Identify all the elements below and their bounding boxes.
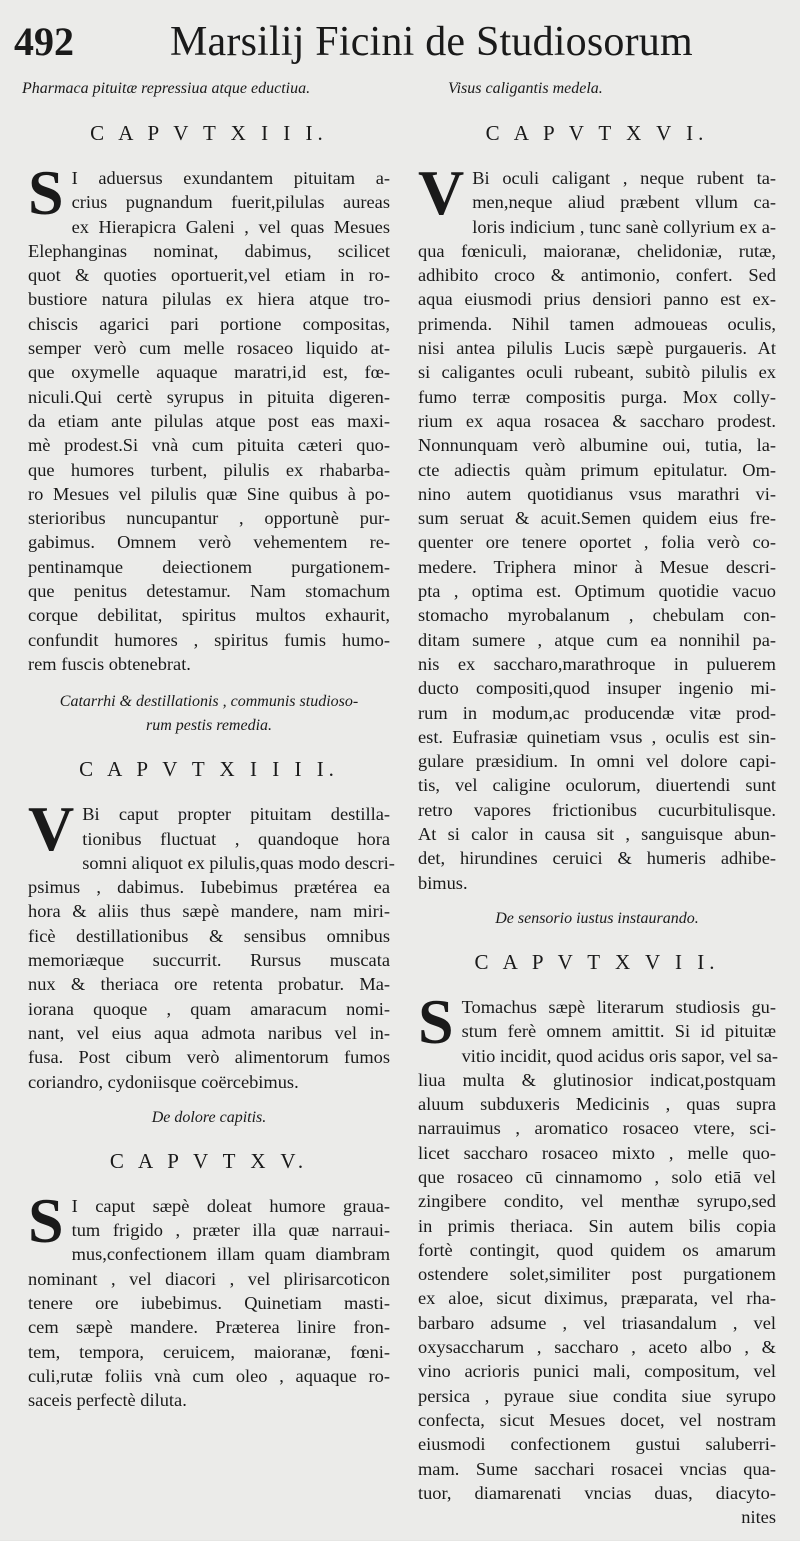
text-line: gabimus. Omnem verò vehementem re- xyxy=(28,532,390,553)
text-line: tem, tempora, ceruicem, maioranæ, fœni- xyxy=(28,1341,390,1362)
text-line: Elephanginas nominat, dabimus, scilicet xyxy=(28,240,390,261)
rubric-chapter-14 xyxy=(28,690,390,738)
text-line: nisi antea pilulis Lucis sæpè purgaueris. At xyxy=(418,338,776,359)
rubric-line: rum pestis remedia. xyxy=(145,717,273,735)
text-line: Tomachus sæpè literarum studiosis gu- xyxy=(461,996,776,1017)
text-line: est. Eufrasiæ quinetiam vsus , oculis est sin- xyxy=(418,726,776,747)
text-line: vino acrioris punici mali, compositum, vel xyxy=(418,1361,776,1382)
text-line: mè prodest.Si vnà cum pituita cæteri quo- xyxy=(28,435,390,456)
text-line: det, hirundines ceruici & humeris adhibe- xyxy=(418,848,776,869)
left-column xyxy=(28,110,395,1424)
text-line: stomacho myrobalanum , chebulam con- xyxy=(418,605,776,626)
text-line: ditam sumere , atque cum ea nonnihil pa- xyxy=(418,629,776,650)
text-line: adhibito croco & antimonio, confert. Sed xyxy=(418,265,776,286)
text-line: retro vapores frictionibus cucurbitulisque. xyxy=(418,799,776,820)
text-line: ro Mesues vel pilulis quæ Sine quibus à po- xyxy=(28,483,390,504)
text-line: stum ferè omnem amittit. Si id pituitæ xyxy=(461,1021,776,1042)
catchword: nites xyxy=(741,1507,776,1528)
text-line: tuor, diamarenati vncias duas, diacyto- xyxy=(418,1482,776,1503)
text-line: nino autem quotidianus vsus marathri vi- xyxy=(418,483,776,504)
text-line: aluum subduxeris Medicinis , quas supra xyxy=(418,1094,776,1115)
dropcap: S xyxy=(28,157,64,228)
text-line: coriandro, cydoniisque coërcebimus. xyxy=(28,1071,299,1092)
text-line: primenda. Nihil tamen admoueas oculis, xyxy=(418,313,776,334)
text-line: confundit humores , spiritus fumis humo- xyxy=(28,629,390,650)
text-line: que penitus detestamur. Nam stomachum xyxy=(28,581,390,602)
text-line: ostendere solet,similiter post purgationem xyxy=(418,1264,776,1285)
text-line: eiusmodi confectionem gustui saluberri- xyxy=(418,1434,776,1455)
text-line: bustiore natura pilulas ex hiera atque tro- xyxy=(28,289,390,310)
text-line: da etiam ante pilulas atque post eas maxi- xyxy=(28,410,390,431)
text-line: Nonnunquam verò albumine oui, tutia, la- xyxy=(418,435,776,456)
page-number: 492 xyxy=(14,19,74,64)
text-line: liua multa & glutinosior indicat,postquam xyxy=(418,1069,776,1090)
text-line: sum seruat & acuit.Semen quidem eius fre- xyxy=(418,508,776,529)
text-line: loris indicium , tunc sanè collyrium ex a- xyxy=(472,216,776,237)
text-line: fusa. Post cibum verò alimentorum fumos xyxy=(28,1047,390,1068)
text-line: gulare præsidium. In omni vel dolore capi- xyxy=(418,751,776,772)
text-line: rem fuscis obtenebrat. xyxy=(28,653,191,674)
chapter-heading-14: C A P V T X I I I I. xyxy=(79,757,339,782)
text-line: mus,confectionem illam quam diambram xyxy=(71,1244,390,1265)
text-line: pta , optima est. Optimum quotidie vacuo xyxy=(418,581,776,602)
text-line: aqua eiusmodi prius densiori panno est ex- xyxy=(418,289,776,310)
running-title: Marsilij Ficini de Studiosorum xyxy=(170,19,693,65)
rubric-chapter-17: De sensorio iustus instaurando. xyxy=(495,909,699,927)
text-line: oxysaccharum , saccharo , aceto albo , & xyxy=(418,1337,776,1358)
text-line: nis ex saccharo,marathroque in puluerem xyxy=(418,653,776,674)
text-line: ficè destillationibus & sensibus omnibus xyxy=(28,925,390,946)
text-line: si caligantes oculi rubeant, subitò pilulis ex xyxy=(418,362,776,383)
dropcap: V xyxy=(418,157,465,228)
text-line: nux & theriaca ore retenta probatur. Ma- xyxy=(28,974,390,995)
chapter-16-text xyxy=(418,157,776,895)
chapter-heading-17: C A P V T X V I I. xyxy=(474,949,720,974)
chapter-17-text xyxy=(418,985,779,1530)
text-line: At si calor in causa sit , sanguisque abun- xyxy=(418,824,776,845)
text-line: zingibere condito, vel menthæ syrupo,sed xyxy=(418,1191,776,1212)
text-line: quot & quoties oportuerit,vel etiam in ro- xyxy=(28,265,390,286)
text-line: bimus. xyxy=(418,872,468,893)
text-line: niculi.Qui certè syrupus in pituita digeren- xyxy=(28,386,390,407)
rubric-chapter-15: De dolore capitis. xyxy=(151,1108,267,1126)
rubric-line: Catarrhi & destillationis , communis studioso- xyxy=(59,693,359,711)
text-line: memoriæque succurrit. Rursus muscata xyxy=(28,950,390,971)
text-line: tionibus fluctuat , quandoque hora xyxy=(82,828,390,849)
text-line: que rosaceo cū cinnamomo , solo etiā vel xyxy=(418,1166,776,1187)
text-line: crius pugnandum fuerit,pilulas aureas xyxy=(71,192,390,213)
chapter-14-text xyxy=(28,793,395,1094)
text-line: mam. Sume sacchari rosacei vncias qua- xyxy=(418,1458,776,1479)
text-line: tis, vel caligine oculorum, diuertendi sunt xyxy=(418,775,776,796)
text-line: rum in modum,ac producendæ vitæ prod- xyxy=(418,702,776,723)
text-line: semper verò cum melle rosaceo liquido at- xyxy=(28,338,390,359)
chapter-heading-13: C A P V T X I I I. xyxy=(90,121,328,145)
chapter-15-text xyxy=(28,1184,390,1413)
text-line: tum frigido , præter illa quæ narraui- xyxy=(71,1220,390,1241)
text-line: nominant , vel diacori , vel plirisarcoticon xyxy=(28,1268,390,1289)
dropcap: S xyxy=(418,985,454,1057)
text-line: saceis perfectè diluta. xyxy=(28,1390,187,1411)
text-line: chiscis agarici pari portione compositas, xyxy=(28,313,390,334)
text-line: in primis theriaca. Sin autem bilis copia xyxy=(418,1215,776,1236)
dropcap: S xyxy=(28,1184,64,1256)
text-line: rium ex aqua rosacea & saccharo prodest. xyxy=(418,410,776,431)
text-line: hora & aliis thus sæpè mandere, nam miri- xyxy=(28,901,390,922)
text-line: barbaro adsume , vel triasandalum , vel xyxy=(418,1312,776,1333)
text-line: licet saccharo rosaceo mixto , melle quo- xyxy=(418,1142,776,1163)
chapter-heading-15: C A P V T X V. xyxy=(109,1148,309,1173)
text-line: nant, vel eius aqua admota naribus vel in- xyxy=(28,1022,390,1043)
text-line: ex Hierapicra Galeni , vel quas Mesues xyxy=(71,216,390,237)
text-line: que humores turbent, pilulis ex rhabarba- xyxy=(28,459,390,480)
text-line: ex aloe, sicut diximus, præparata, vel rha- xyxy=(418,1288,776,1309)
text-line: narrauimus , aromatico rosaceo vtere, sci- xyxy=(418,1118,776,1139)
text-line: cem sæpè mandere. Præterea linire fron- xyxy=(28,1317,390,1338)
text-line: pentinamque deiectionem purgationem- xyxy=(28,556,390,577)
text-line: persica , pyraue siue condita siue syrupo xyxy=(418,1385,776,1406)
text-line: vitio incidit, quod acidus oris sapor, vel sa- xyxy=(461,1045,779,1066)
text-line: corque debilitat, spiritus multos exhaurit, xyxy=(28,605,390,626)
text-line: fortè contingit, quod quidem os amarum xyxy=(418,1239,776,1260)
text-line: cte adiectis quàm primum epitulatur. Om- xyxy=(418,459,776,480)
text-line: I aduersus exundantem pituitam a- xyxy=(71,168,390,188)
rubric-left: Pharmaca pituitæ repressiua atque eductiua. xyxy=(22,80,311,97)
rubric-right: Visus caligantis medela. xyxy=(448,80,603,97)
text-line: culi,rutæ foliis vnà cum oleo , aquaque ro- xyxy=(28,1365,390,1386)
text-line: qua fœniculi, maioranæ, chelidoniæ, rutæ, xyxy=(418,240,776,261)
text-line: que oxymelle aquaque maratri,id est, fœ- xyxy=(28,362,390,383)
chapter-heading-16: C A P V T X V I. xyxy=(485,121,709,145)
text-line: Bi oculi caligant , neque rubent ta- xyxy=(472,168,776,188)
text-line: Bi caput propter pituitam destilla- xyxy=(82,804,390,825)
text-line: quenter ore tenere oportet , folia verò co- xyxy=(418,532,776,553)
text-line: men,neque aliud præbent vllum ca- xyxy=(472,192,776,213)
text-line: medere. Triphera minor à Mesue descri- xyxy=(418,556,776,577)
text-line: tenere ore iubebimus. Quinetiam masti- xyxy=(28,1292,390,1313)
text-line: iorana quoque , quam amaracum nomi- xyxy=(28,998,390,1019)
text-line: fumo terræ compositis purga. Mox colly- xyxy=(418,386,776,407)
right-column xyxy=(418,110,779,1541)
text-line: sterioribus nuncupantur , opportunè pur- xyxy=(28,508,390,529)
chapter-13-text xyxy=(28,157,390,676)
text-line: I caput sæpè doleat humore graua- xyxy=(71,1195,390,1216)
dropcap: V xyxy=(28,793,75,865)
text-line: ducto compositi,quod insuper ingenio mi- xyxy=(418,678,776,699)
text-line: confecta, sicut Mesues docet, vel nostram xyxy=(418,1409,776,1430)
text-line: psimus , dabimus. Iubebimus prætérea ea xyxy=(28,877,390,898)
text-line: somni aliquot ex pilulis,quas modo descri- xyxy=(82,852,395,873)
